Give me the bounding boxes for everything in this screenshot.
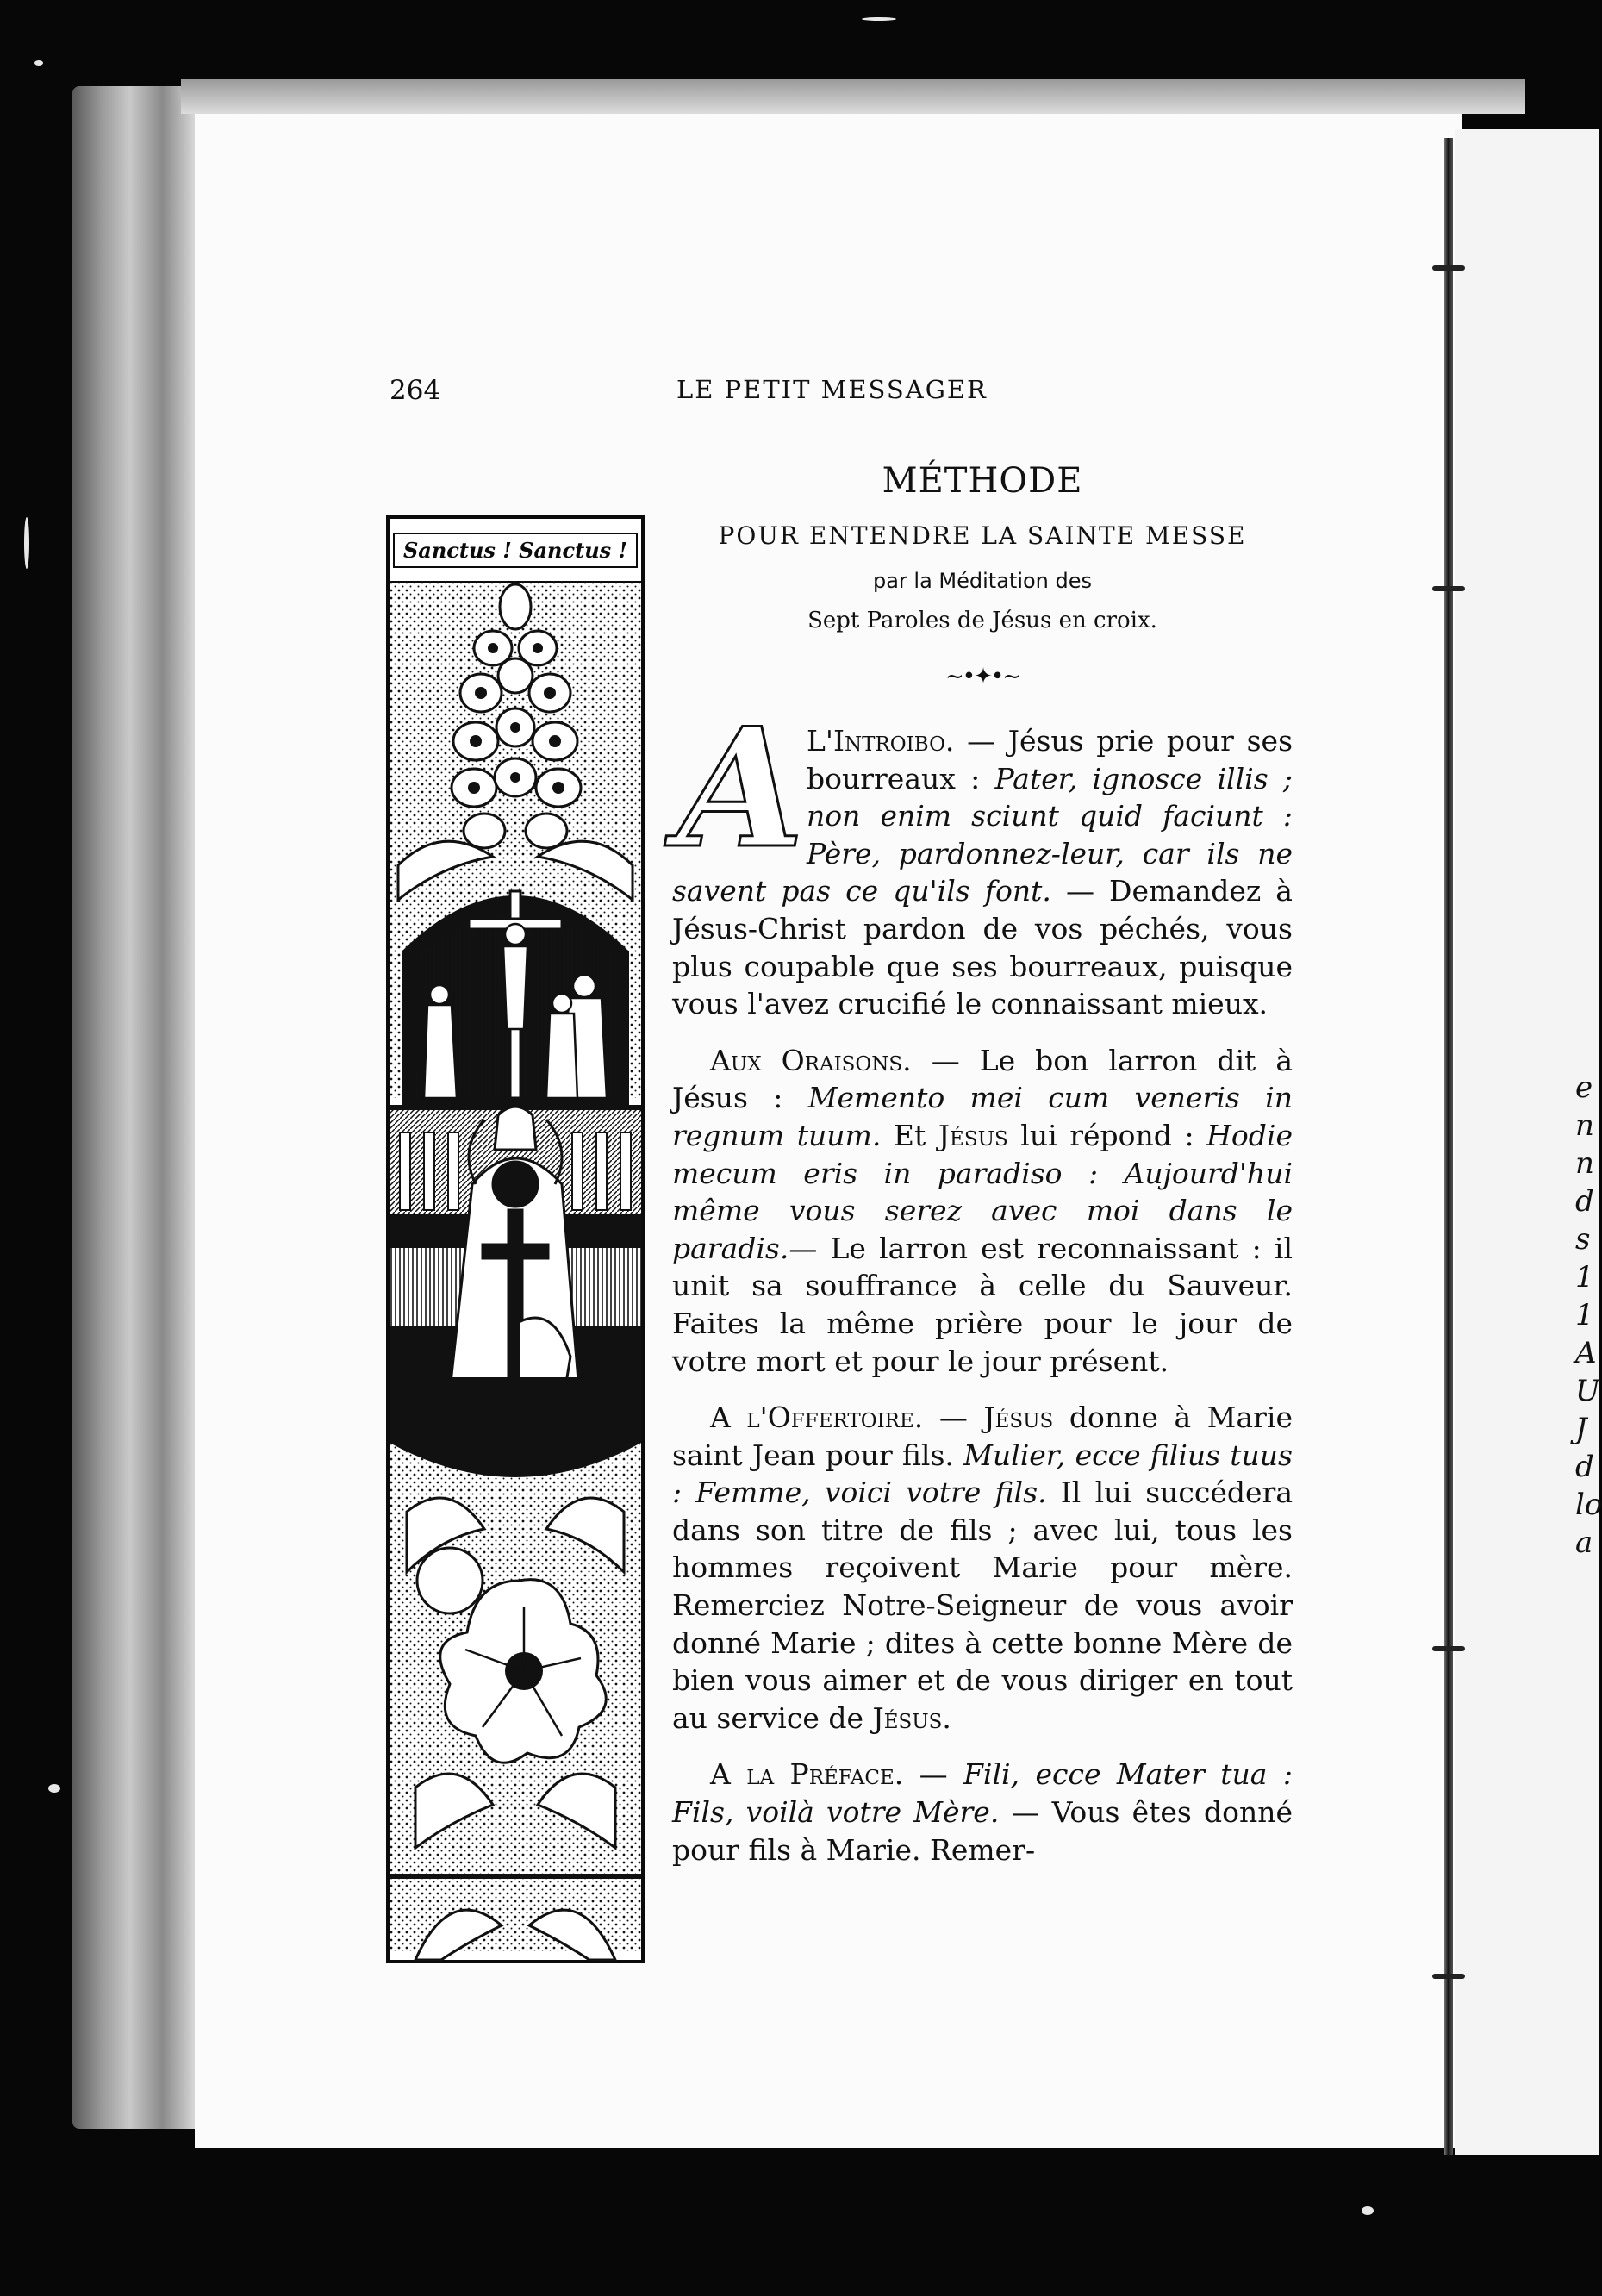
latin-quote: Fili, ecce Mater tua : Fils, voilà votre Mère. [672, 1757, 1293, 1830]
article-title: MÉTHODE [882, 461, 1083, 501]
paragraph-preface [672, 1756, 1293, 1869]
paragraph-introibo [672, 692, 1293, 1023]
text-run: lui répond : [1007, 1118, 1207, 1152]
book-gutter [1444, 138, 1453, 2155]
running-title: LE PETIT MESSAGER [676, 375, 988, 404]
engraving-illustration [390, 581, 641, 1960]
section-lead: L'Introibo. [807, 724, 955, 758]
latin-quote: Mulier, ecce filius tuus : Femme, voici votre fils. [672, 1438, 1293, 1510]
name-jesus: Jésus [983, 1401, 1054, 1435]
latin-quote: Hodie mecum eris in paradiso : Aujourd'hui même vous serez avec moi dans le paradis. [672, 1118, 1293, 1265]
dust-speck [862, 17, 896, 21]
section-lead: A la Préface. [710, 1757, 904, 1792]
paragraph-offertoire [672, 1399, 1293, 1737]
section-lead: A l'Offertoire. [710, 1401, 924, 1435]
dust-speck [1362, 2206, 1374, 2215]
binding-stitch [1432, 1646, 1465, 1651]
dust-speck [48, 1784, 60, 1793]
drop-cap: A [677, 692, 805, 884]
text-run: — Le bon larron dit à Jésus : [672, 1043, 1293, 1115]
text-run: — Vous êtes donné pour fils à Marie. Remer- [672, 1795, 1293, 1867]
text-run: Et [881, 1118, 938, 1152]
text-run: . [942, 1700, 951, 1735]
article-subtitle-line2: par la Méditation des [872, 569, 1093, 593]
text-run: — [923, 1401, 984, 1435]
page-number: 264 [390, 375, 441, 406]
banner [390, 519, 641, 583]
name-jesus: Jésus [872, 1700, 943, 1735]
ornament-divider: ~•✦•~ [944, 664, 1020, 689]
text-run: — [903, 1757, 964, 1792]
article-subtitle-line3: Sept Paroles de Jésus en croix. [807, 608, 1157, 633]
text-run: — Le larron est reconnaissant : il unit sa souffrance à celle du Sauveur. Faites la même prière pour le jour de votre mort et pour le jour présent. [672, 1231, 1293, 1378]
binding-stitch [1432, 1974, 1465, 1979]
section-lead: Aux Oraisons. [710, 1043, 912, 1077]
binding-stitch [1432, 586, 1465, 591]
text-run: — Jésus prie pour ses bourreaux : [807, 724, 1293, 795]
page-top-edge [181, 79, 1525, 114]
name-jesus: Jésus [938, 1118, 1008, 1152]
facing-page-letters: e n n d s 1 1 A U J d lo a [1575, 1070, 1602, 1560]
binding-stitch [1432, 265, 1465, 271]
dust-speck [34, 60, 43, 66]
latin-quote: Pater, ignosce illis ; non enim sciunt quid faciunt : Père, pardonnez-leur, car ils ne savent pas ce qu'ils font. [672, 761, 1293, 908]
article-subtitle: POUR ENTENDRE LA SAINTE MESSE [718, 521, 1247, 550]
illustration-panel [386, 515, 645, 1963]
banner-text: Sanctus ! Sanctus ! [393, 533, 638, 568]
dust-speck [24, 517, 29, 569]
text-run: donne à Marie saint Jean pour fils. [672, 1401, 1293, 1472]
paragraph-oraisons [672, 1042, 1293, 1380]
article-body [672, 692, 1293, 1887]
text-run: — Demandez à Jésus-Christ pardon de vos péchés, vous plus coupable que ses bourreaux, puisque vous l'avez crucifié le connaissant mieux. [672, 874, 1293, 1021]
text-run: Il lui succédera dans son titre de fils ; avec lui, tous les hommes reçoivent Marie pour mère. Remerciez Notre-Seigneur de vous avoir donné Marie ; dites à cette bonne Mère de bien vous aimer et de vous diriger en tout au service de [672, 1476, 1293, 1735]
latin-quote: Memento mei cum veneris in regnum tuum. [672, 1081, 1293, 1152]
